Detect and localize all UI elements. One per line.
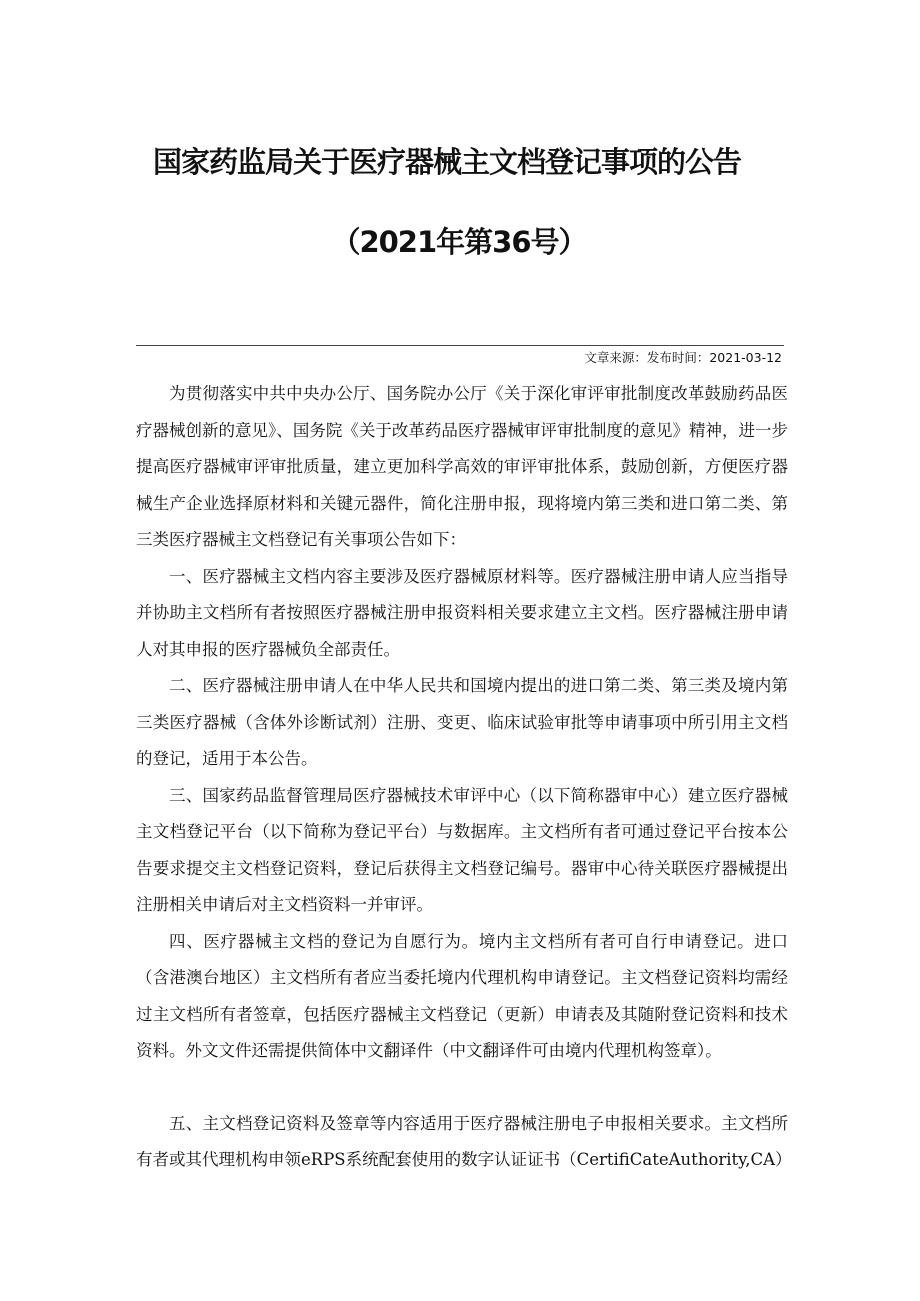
paragraph-4: 四、医疗器械主文档的登记为自愿行为。境内主文档所有者可自行申请登记。进口（含港澳台地区）主文档所有者应当委托境内代理机构申请登记。主文档登记资料均需经过主文档所有者签章，包括医疗器械主文档登记（更新）申请表及其随附登记资料和技术资料。外文文件还需提供简体中文翻译件（中文翻译件可由境内代理机构签章）。 [136, 931, 788, 1060]
paragraph-2: 二、医疗器械注册申请人在中华人民共和国境内提出的进口第二类、第三类及境内第三类医疗器械（含体外诊断试剂）注册、变更、临床试验审批等申请事项中所引用主文档的登记，适用于本公告。 [136, 676, 788, 768]
document-body [136, 376, 792, 1179]
paragraph-1: 一、医疗器械主文档内容主要涉及医疗器械原材料等。医疗器械注册申请人应当指导并协助主文档所有者按照医疗器械注册申报资料相关要求建立主文档。医疗器械注册申请人对其申报的医疗器械负全部责任。 [136, 566, 788, 659]
paragraph-intro: 为贯彻落实中共中央办公厅、国务院办公厅《关于深化审评审批制度改革鼓励药品医疗器械创新的意见》、国务院《关于改革药品医疗器械审评审批制度的意见》精神，进一步提高医疗器械审评审批质量，建立更加科学高效的审评审批体系，鼓励创新，方便医疗器械生产企业选择原材料和关键元器件，简化注册申报，现将境内第三类和进口第二类、第三类医疗器械主文档登记有关事项公告如下： [136, 384, 788, 549]
announcement-number: （2021年第36号） [331, 225, 587, 259]
source-date-line: 文章来源：发布时间：2021-03-12 [584, 350, 782, 365]
paragraph-3: 三、国家药品监督管理局医疗器械技术审评中心（以下简称器审中心）建立医疗器械主文档登记平台（以下简称为登记平台）与数据库。主文档所有者可通过登记平台按本公告要求提交主文档登记资料，登记后获得主文档登记编号。器审中心待关联医疗器械提出注册相关申请后对主文档资料一并审评。 [136, 785, 788, 914]
header-divider [136, 345, 784, 346]
page-title: 国家药监局关于医疗器械主文档登记事项的公告 [152, 145, 741, 179]
paragraph-5: 五、主文档登记资料及签章等内容适用于医疗器械注册电子申报相关要求。主文档所有者或其代理机构申领eRPS系统配套使用的数字认证证书（CertifiCateAuthority,CA） [136, 1113, 792, 1169]
